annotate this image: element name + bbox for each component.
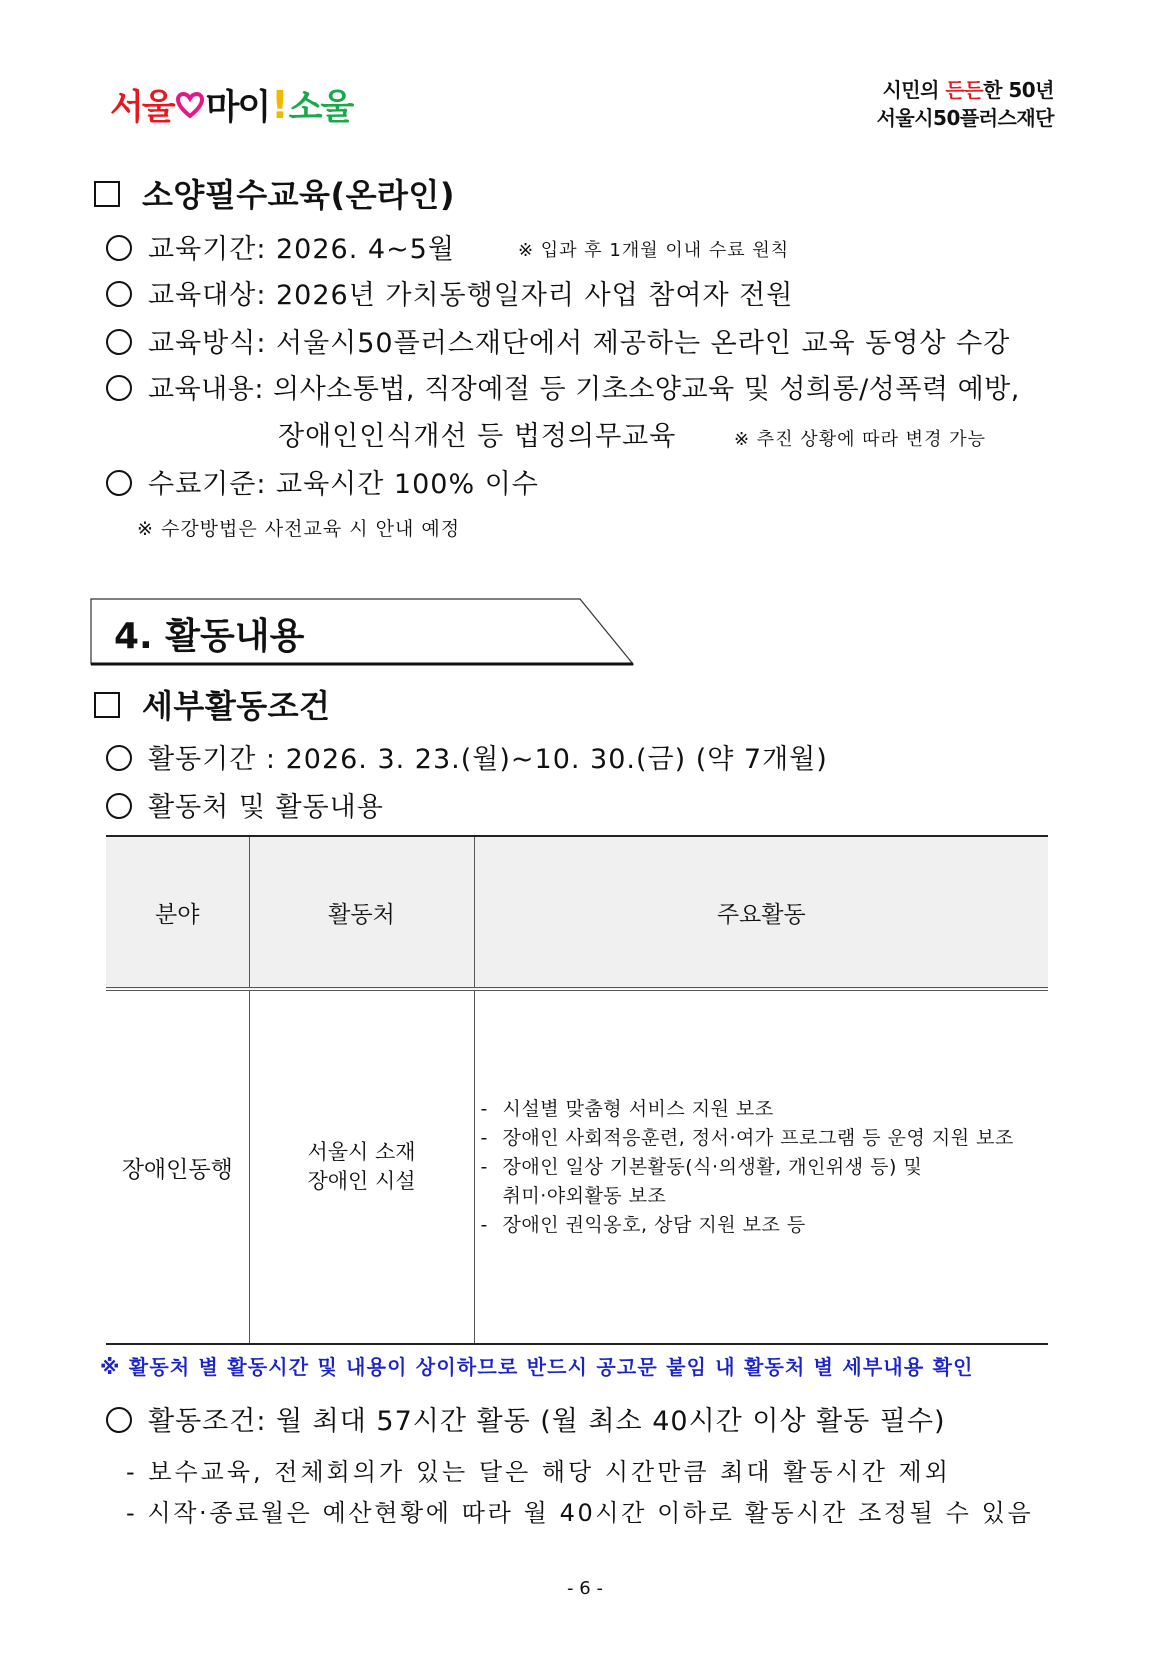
- checkbox-square-icon: [94, 181, 120, 207]
- circle-bullet-icon: [106, 281, 132, 307]
- activity-place-heading: 활동처 및 활동내용: [106, 785, 384, 824]
- training-method: 교육방식: 서울시50플러스재단에서 제공하는 온라인 교육 동영상 수강: [106, 321, 1010, 360]
- training-criteria-note: ※ 수강방법은 사전교육 시 안내 예정: [137, 518, 461, 540]
- table-header-row: [106, 836, 1048, 989]
- table-row: [106, 989, 1048, 1344]
- training-content-line2: 장애인인식개선 등 법정의무교육: [278, 421, 677, 452]
- page-number: - 6 -: [567, 1578, 603, 1599]
- training-criteria: 수료기준: 교육시간 100% 이수: [106, 462, 539, 501]
- training-period: 교육기간: 2026. 4~5월: [106, 227, 455, 266]
- condition-sub-1: - 보수교육, 전체회의가 있는 달은 해당 시간만큼 최대 활동시간 제외: [126, 1458, 951, 1486]
- activity-period: 활동기간 : 2026. 3. 23.(월)~10. 30.(금) (약 7개월): [106, 737, 828, 776]
- training-content: 교육내용: 의사소통법, 직장예절 등 기초소양교육 및 성희롱/성폭력 예방,: [106, 367, 1020, 406]
- activity-condition: 활동조건: 월 최대 57시간 활동 (월 최소 40시간 이상 활동 필수): [106, 1399, 946, 1438]
- cell-field: 장애인동행: [106, 989, 249, 1344]
- circle-bullet-icon: [106, 1407, 132, 1433]
- section-4-title: 4. 활동내용: [114, 616, 305, 657]
- seoul-my-soul-logo: 서울 마이 ! 소울: [110, 83, 353, 128]
- logo-right-text-line2: 서울시50플러스재단: [876, 106, 1054, 130]
- header-place: 활동처: [249, 836, 474, 989]
- section-4-header: [90, 598, 635, 666]
- training-period-note: ※ 입과 후 1개월 이내 수료 원칙: [518, 240, 790, 261]
- circle-bullet-icon: [106, 470, 132, 496]
- cell-activities: [474, 989, 1048, 1344]
- activity-table: [106, 835, 1048, 1345]
- activity-item: - 장애인 일상 기본활동(식·의생활, 개인위생 등) 및: [480, 1155, 923, 1178]
- header-field: 분야: [106, 836, 249, 989]
- logo-right-text-b: 든든: [945, 78, 984, 102]
- checkbox-square-icon: [94, 692, 120, 718]
- place-line-2: 장애인 시설: [307, 1169, 416, 1193]
- place-line-1: 서울시 소재: [307, 1140, 416, 1164]
- activity-item: - 장애인 사회적응훈련, 정서·여가 프로그램 등 운영 지원 보조: [480, 1126, 1014, 1149]
- detail-conditions-title: 세부활동조건: [94, 681, 330, 727]
- header-main-activity: 주요활동: [474, 836, 1048, 989]
- activity-warning-note: ※ 활동처 별 활동시간 및 내용이 상이하므로 반드시 공고문 붙임 내 활동처 별 세부내용 확인: [100, 1355, 974, 1379]
- circle-bullet-icon: [106, 375, 132, 401]
- training-title: 소양필수교육(온라인): [94, 170, 455, 216]
- foundation-logo: [877, 76, 1054, 132]
- circle-bullet-icon: [106, 745, 132, 771]
- logo-right-text-c: 한 50년: [983, 78, 1054, 102]
- training-content-note: ※ 추진 상황에 따라 변경 가능: [734, 429, 986, 450]
- training-target: 교육대상: 2026년 가치동행일자리 사업 참여자 전원: [106, 273, 793, 312]
- activity-item: - 시설별 맞춤형 서비스 지원 보조: [480, 1097, 774, 1120]
- circle-bullet-icon: [106, 793, 132, 819]
- circle-bullet-icon: [106, 329, 132, 355]
- condition-sub-2: - 시작·종료월은 예산현황에 따라 월 40시간 이하로 활동시간 조정될 수 있음: [126, 1499, 1034, 1527]
- heart-icon: [176, 91, 204, 119]
- logo-right-text-a: 시민의: [882, 78, 946, 102]
- circle-bullet-icon: [106, 235, 132, 261]
- activity-item-continued: 취미·야외활동 보조: [502, 1184, 667, 1207]
- cell-place: [249, 989, 474, 1344]
- activity-item: - 장애인 권익옹호, 상담 지원 보조 등: [480, 1213, 806, 1236]
